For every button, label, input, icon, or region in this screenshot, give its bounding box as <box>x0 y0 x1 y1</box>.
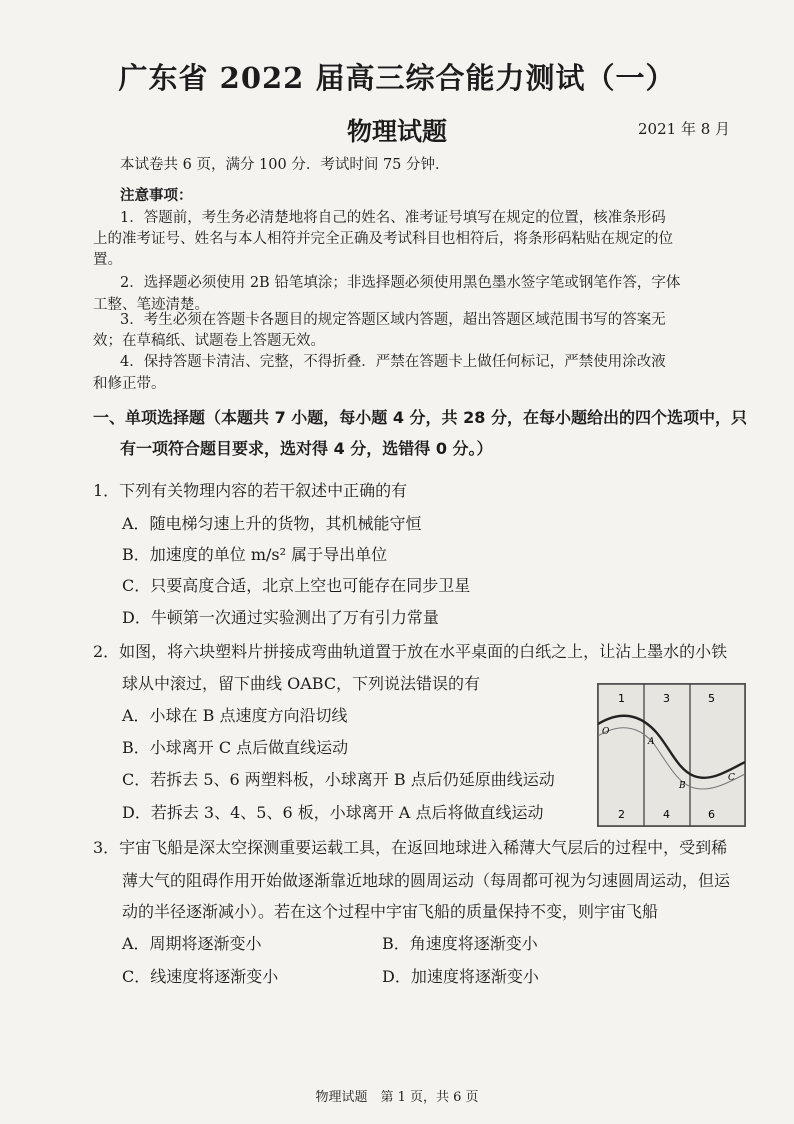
question-1-option-a: A．随电梯匀速上升的货物，其机械能守恒 <box>122 514 422 533</box>
question-3-option-d: D．加速度将逐渐变小 <box>382 967 539 986</box>
question-2-option-d: D．若拆去 3、4、5、6 板，小球离开 A 点后将做直线运动 <box>122 803 544 822</box>
notice-line: 3．考生必须在答题卡各题目的规定答题区域内答题，超出答题区域范围书写的答案无 <box>120 312 666 328</box>
question-3-stem-cont: 薄大气的阻碍作用开始做逐渐靠近地球的圆周运动（每周都可视为匀速圆周运动，但运 <box>122 871 731 890</box>
page-footer: 物理试题 第 1 页，共 6 页 <box>315 1090 479 1105</box>
exam-subject: 物理试题 <box>346 117 447 146</box>
plate-label-6: 6 <box>708 808 715 821</box>
question-3-option-c: C．线速度将逐渐变小 <box>122 967 279 986</box>
plate-label-3: 3 <box>663 692 670 705</box>
question-3-option-b: B．角速度将逐渐变小 <box>382 934 538 953</box>
question-3-option-a: A．周期将逐渐变小 <box>122 934 262 953</box>
notice-line: 工整、笔迹清楚。 <box>93 297 209 313</box>
point-label-c: C <box>728 773 735 783</box>
question-2-option-a: A．小球在 B 点速度方向沿切线 <box>122 706 348 725</box>
notice-line: 上的准考证号、姓名与本人相符并完全正确及考试科目也相符后，将条形码粘贴在规定的位 <box>93 231 673 247</box>
question-2-option-b: B．小球离开 C 点后做直线运动 <box>122 738 349 757</box>
question-3-stem-cont: 动的半径逐渐减小）。若在这个过程中宇宙飞船的质量保持不变，则宇宙飞船 <box>122 902 659 921</box>
exam-intro: 本试卷共 6 页，满分 100 分．考试时间 75 分钟． <box>120 157 450 173</box>
notice-line: 1．答题前，考生务必清楚地将自己的姓名、准考证号填写在规定的位置，核准条形码 <box>120 210 666 226</box>
point-label-a: A <box>648 737 655 747</box>
exam-title: 广东省 2022 届高三综合能力测试（一） <box>118 61 676 95</box>
plate-label-5: 5 <box>708 692 715 705</box>
question-2-option-c: C．若拆去 5、6 两塑料板，小球离开 B 点后仍延原曲线运动 <box>122 770 555 789</box>
question-1-option-d: D．牛顿第一次通过实验测出了万有引力常量 <box>122 608 439 627</box>
section-heading: 一、单项选择题（本题共 7 小题，每小题 4 分，共 28 分，在每小题给出的四个选项中，只 <box>93 408 747 427</box>
exam-date: 2021 年 8 月 <box>638 120 731 138</box>
notice-heading: 注意事项： <box>120 188 193 204</box>
question-1-stem: 1．下列有关物理内容的若干叙述中正确的有 <box>93 481 408 500</box>
point-label-o: O <box>602 727 610 737</box>
notice-line: 和修正带。 <box>93 376 166 392</box>
notice-line: 2．选择题必须使用 2B 铅笔填涂；非选择题必须使用黑色墨水签字笔或钢笔作答，字体 <box>120 275 681 291</box>
notice-line: 置。 <box>93 252 122 268</box>
question-1-option-c: C．只要高度合适，北京上空也可能存在同步卫星 <box>122 576 471 595</box>
question-2-stem: 2．如图，将六块塑料片拼接成弯曲轨道置于放在水平桌面的白纸之上，让沾上墨水的小铁 <box>93 642 728 661</box>
question-3-stem: 3．宇宙飞船是深太空探测重要运载工具，在返回地球进入稀薄大气层后的过程中，受到稀 <box>93 838 728 857</box>
plate-label-4: 4 <box>663 808 670 821</box>
notice-line: 效；在草稿纸、试题卷上答题无效。 <box>93 333 325 349</box>
point-label-b: B <box>679 781 686 791</box>
plate-label-2: 2 <box>618 808 625 821</box>
question-2-stem-cont: 球从中滚过，留下曲线 OABC，下列说法错误的有 <box>122 674 481 693</box>
section-heading-cont: 有一项符合题目要求，选对得 4 分，选错得 0 分。） <box>120 439 493 458</box>
notice-line: 4．保持答题卡清洁、完整，不得折叠．严禁在答题卡上做任何标记，严禁使用涂改液 <box>120 354 666 370</box>
track-figure <box>597 683 746 827</box>
question-1-option-b: B．加速度的单位 m/s² 属于导出单位 <box>122 545 388 564</box>
plate-label-1: 1 <box>618 692 625 705</box>
